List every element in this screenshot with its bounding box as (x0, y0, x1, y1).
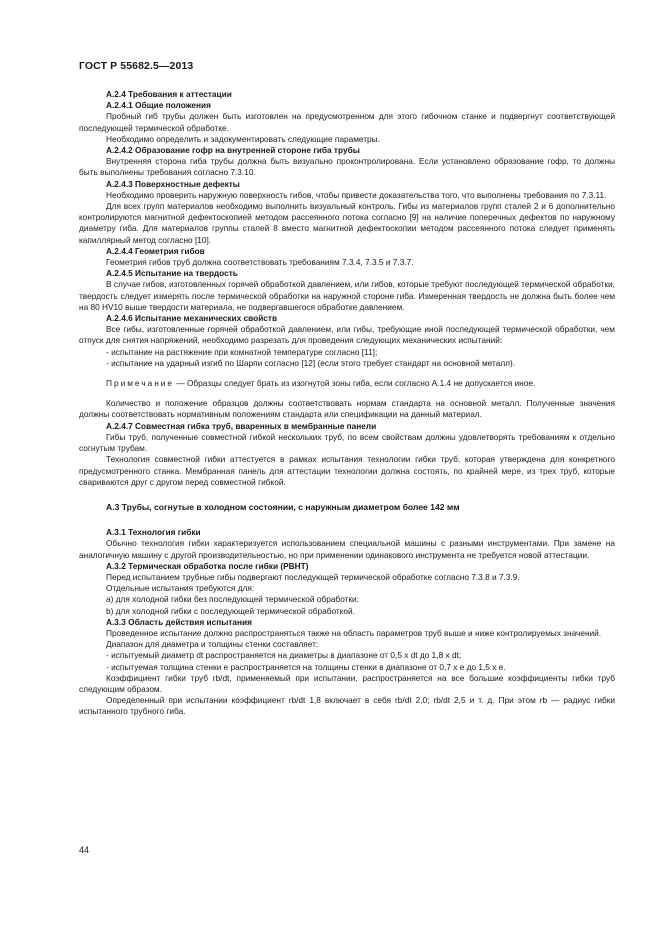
paragraph: Отдельные испытания требуются для: (106, 583, 255, 594)
note-text: — Образцы следует брать из изогнутой зоны гиба, если согласно А.1.4 не допускается иное. (174, 378, 536, 389)
paragraph: Пробный гиб трубы должен быть изготовлен на предусмотренном для этого гибочном станке и подвергнут соответствующей последующей термической обработке. (79, 111, 615, 133)
section-heading: А.2.4.2 Образование гофр на внутренней стороне гиба трубы (106, 145, 360, 156)
spacer (79, 513, 615, 527)
section-heading: А.2.4.1 Общие положения (106, 100, 211, 111)
section-heading: А.2.4.5 Испытание на твердость (106, 268, 238, 279)
section-heading: А.3.2 Термическая обработка после гибки (PBHT) (106, 560, 309, 571)
paragraph: Коэффициент гибки труб rb/dt, применяемый при испытании, распространяется на все большие коэффициенты гибки труб следующим образом. (79, 672, 615, 694)
document-body (79, 89, 615, 718)
paragraph: Диапазон для диаметра и толщины стенки составляет: (106, 639, 319, 650)
paragraph: Геометрия гибов труб должна соответствовать требованиям 7.3.4, 7.3.5 и 7.3.7. (106, 257, 414, 268)
paragraph: Необходимо определить и задокументировать следующие параметры. (106, 133, 380, 144)
section-heading: А.2.4.7 Совместная гибка труб, вваренных в мембранные панели (106, 420, 377, 431)
spacer (79, 369, 615, 378)
section-heading: А.2.4 Требования к аттестации (106, 89, 232, 99)
list-item: b) для холодной гибки с последующей термической обработкой. (106, 605, 355, 616)
paragraph: Необходимо проверить наружную поверхность гибов, чтобы привести доказательства того, что выполнены требования по 7.3.11. (106, 189, 607, 200)
section-heading: А.2.4.6 Испытание механических свойств (106, 313, 278, 324)
paragraph: Технология совместной гибки аттестуется в рамках испытания технологии гибки труб, которая утверждена для конкретного предусмотренного станка. Мембранная панель для аттестации технологии должна состоять, по крайней мере, из трех труб, которые свариваются друг с другом перед совместной гибкой. (79, 454, 615, 487)
paragraph: Перед испытанием трубные гибы подвергают последующей термической обработке согласно 7.3.8 и 7.3.9. (106, 571, 520, 582)
list-item: - испытание на ударный изгиб по Шарпи согласно [12] (если этого требует стандарт на основной металл). (106, 357, 516, 368)
paragraph: Обычно технология гибки характеризуется использованием специальной машины с разными инструментами. При замене на аналогичную машину с другой производительностью, но при применении одинакового инструмента не требуется новой аттестации. (79, 538, 615, 560)
paragraph: Для всех групп материалов необходимо выполнить визуальный контроль. Гибы из материалов групп сталей 2 и 6 дополнительно контролируются магнитной дефектоскопией методом рассеянного потока согласно [9] на наличие поперечных дефектов по наружному диаметру гиба. Для материалов группы сталей 8 вместо магнитной дефектоскопии методом рассеянного потока следует применять капиллярный метод согласно [10]. (79, 201, 615, 245)
section-heading: А.3.3 Область действия испытания (106, 616, 252, 627)
spacer (79, 389, 615, 398)
list-item: - испытание на растяжение при комнатной температуре согласно [11]; (106, 346, 378, 357)
section-heading: А.2.4.4 Геометрия гибов (106, 245, 205, 256)
note (79, 378, 615, 389)
paragraph: Гибы труб, полученные совместной гибкой нескольких труб, по всем свойствам должны удовлетворять требованиям к отдельно согнутым трубам. (79, 431, 615, 454)
list-item: - испытуемый диаметр dt распространяется на диаметры в диапазоне от 0,5 x dt до 1,8 x dt; (106, 650, 462, 661)
section-heading: А.2.4.3 Поверхностные дефекты (106, 178, 240, 189)
note-label: Примечание (106, 378, 175, 389)
page-number: 44 (79, 845, 90, 855)
paragraph: Внутренняя сторона гиба трубы должна быть визуально проконтролирована. Если установлено образование гофр, то должны быть выполнены требования согласно 7.3.10. (79, 156, 615, 178)
paragraph: Проведенное испытание должно распространяться также на область параметров труб выше и ниже контролируемых значений. (106, 627, 602, 638)
paragraph: Определенный при испытании коэффициент rb/dt 1,8 включает в себя rb/dt 2,0; rb/dt 2,5 и т. д. При этом rb — радиус гибки испытанного трубного гиба. (79, 695, 615, 717)
spacer (79, 488, 615, 502)
list-item: а) для холодной гибки без последующей термической обработки; (106, 594, 359, 605)
paragraph: Все гибы, изготовленные горячей обработкой давлением, или гибы, требующие иной последующей термической обработки, чем отпуск для снятия напряжений, необходимо разрезать для проведения следующих механических испытаний: (79, 324, 615, 346)
paragraph: В случае гибов, изготовленных горячей обработкой давлением, или гибов, которые требуют последующей термической обработки, твердость следует измерять после термической обработки на наружной стороне гиба. Измеренная твердость не должна быть более чем на 80 HV10 выше твердости материала, не подвергавшегося обработке давлением. (79, 279, 615, 312)
list-item: - испытуемая толщина стенки e распространяется на толщины стенки в диапазоне от 0,7 x e до 1,5 x e. (106, 661, 506, 672)
paragraph: Количество и положение образцов должны соответствовать нормам стандарта на основной металл. Полученные значения должны соответствовать нормативным положениям стандарта или спецификации на данный материал. (79, 398, 615, 420)
annex-section-heading: А.3 Трубы, согнутые в холодном состоянии, с наружным диаметром более 142 мм (106, 501, 460, 512)
section-heading: А.3.1 Технология гибки (106, 527, 201, 538)
document-header: ГОСТ Р 55682.5—2013 (79, 60, 194, 72)
